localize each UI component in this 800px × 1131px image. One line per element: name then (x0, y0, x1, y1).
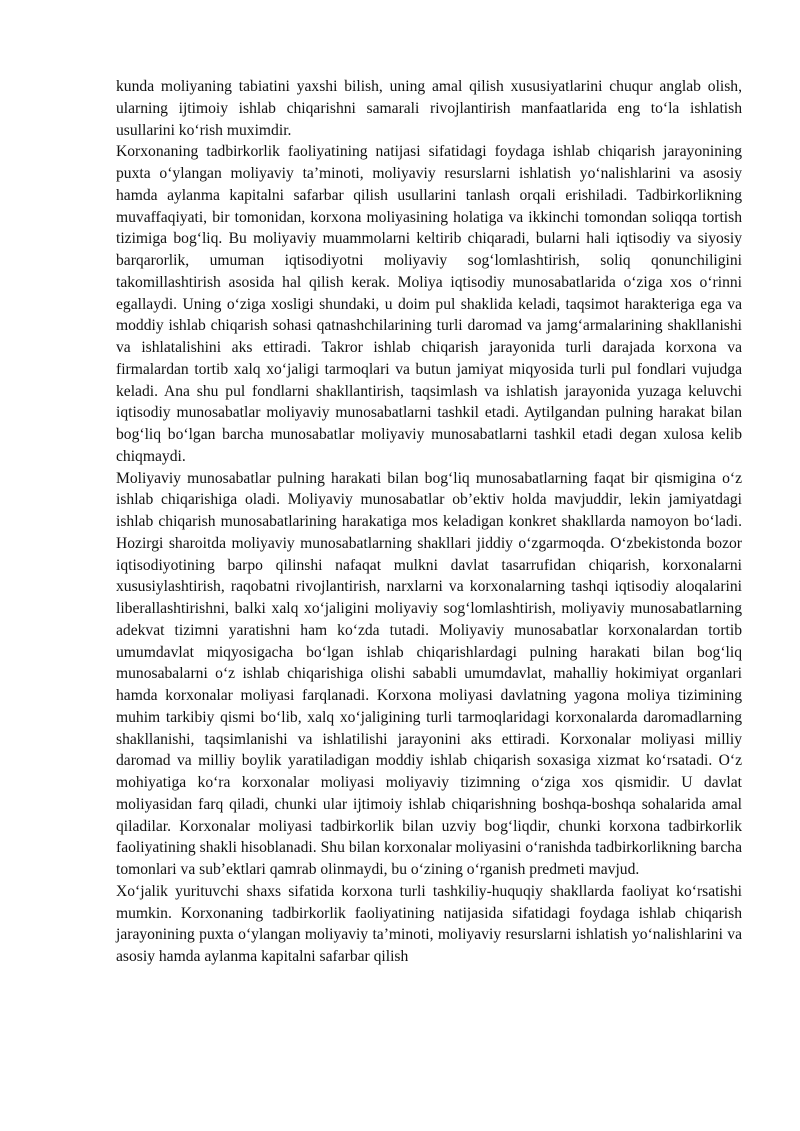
paragraph-3: Moliyaviy munosabatlar pulning harakati bilan bog‘liq munosabatlarning faqat bir qismigina o‘z ishlab chiqarishiga oladi. Moliyaviy munosabatlar ob’ektiv holda mavjuddir, lekin jamiyatdagi ishlab chiqarish munosabatlarining harakatiga mos keladigan konkret shakllarda namoyon bo‘ladi. Hozirgi sharoitda moliyaviy munosabatlarning shakllari jiddiy o‘zgarmoqda. O‘zbekistonda bozor iqtisodiyotining barpo qilinshi nafaqat mulkni davlat tasarrufidan chiqarish, korxonalarni xususiylashtirish, raqobatni rivojlantirish, narxlarni va korxonalarning tashqi iqtisodiy aloqalarini liberallashtirishni, balki xalq xo‘jaligini moliyaviy sog‘lomlashtirish, moliyaviy munosabatlarning adekvat tizimni yaratishni ham ko‘zda tutadi. Moliyaviy munosabatlar korxonalardan tortib umumdavlat miqyosigacha bo‘lgan ishlab chiqarishlardagi pulning harakati bilan bog‘liq munosabalarni o‘z ishlab chiqarishiga olishi sababli umumdavlat, mahalliy hokimiyat organlari hamda korxonalar moliyasi farqlanadi. Korxona moliyasi davlatning yagona moliya tizimining muhim tarkibiy qismi bo‘lib, xalq xo‘jaligining turli tarmoqlaridagi korxonalarda daromadlarning shakllanishi, taqsimlanishi va ishlatilishi jarayonini aks ettiradi. Korxonalar moliyasi milliy daromad va milliy boylik yaratiladigan moddiy ishlab chiqarish soxasiga xizmat ko‘rsatadi. O‘z mohiyatiga ko‘ra korxonalar moliyasi moliyaviy tizimning o‘ziga xos qismidir. U davlat moliyasidan farq qiladi, chunki ular ijtimoiy ishlab chiqarishning boshqa-boshqa sohalarida amal qiladilar. Korxonalar moliyasi tadbirkorlik bilan uzviy bog‘liqdir, chunki korxona tadbirkorlik faoliyatining shakli hisoblanadi. Shu bilan korxonalar moliyasini o‘ranishda tadbirkorlikning barcha tomonlari va sub’ektlari qamrab olinmaydi, bu o‘zining o‘rganish predmeti mavjud. (116, 469, 742, 878)
document-page (116, 76, 742, 968)
paragraph-1: kunda moliyaning tabiatini yaxshi bilish, uning amal qilish xususiyatlarini chuqur anglab olish, ularning ijtimoiy ishlab chiqarishni samarali rivojlantirish manfaatlarida eng to‘la ishlatish usullarini ko‘rish muximdir. (116, 78, 742, 139)
paragraph-2: Korxonaning tadbirkorlik faoliyatining natijasi sifatidagi foydaga ishlab chiqarish jarayonining puxta o‘ylangan moliyaviy ta’minoti, moliyaviy resurslarni ishlatish yo‘nalishlarini va asosiy hamda aylanma kapitalni safarbar qilish usullarini tanlash orqali erishiladi. Tadbirkorlikning muvaffaqiyati, bir tomonidan, korxona moliyasining holatiga va ikkinchi tomondan soliqqa tortish tizimiga bog‘liq. Bu moliyaviy muammolarni keltirib chiqaradi, bularni hali iqtisodiy va siyosiy barqarorlik, umuman iqtisodiyotni moliyaviy sog‘lomlashtirish, soliq qonunchiligini takomillashtirish asosida hal qilish kerak. Moliya iqtisodiy munosabatlarida o‘ziga xos o‘rinni egallaydi. Uning o‘ziga xosligi shundaki, u doim pul shaklida keladi, taqsimot harakteriga ega va moddiy ishlab chiqarish sohasi qatnashchilarining turli daromad va jamg‘armalarining shakllanishi va ishlatalishini aks ettiradi. Takror ishlab chiqarish jarayonida turli darajada korxona va firmalardan tortib xalq xo‘jaligi tarmoqlari va butun jamiyat miqyosida turli pul fondlari vujudga keladi. Ana shu pul fondlarni shakllantirish, taqsimlash va ishlatish jarayonida yuzaga keluvchi iqtisodiy munosabatlar moliyaviy munosabatlarni tashkil etadi. Aytilgandan pulning harakat bilan bog‘liq bo‘lgan barcha munosabatlar moliyaviy munosabatlarni tashkil etadi degan xulosa kelib chiqmaydi. (116, 143, 742, 465)
paragraph-4: Xo‘jalik yurituvchi shaxs sifatida korxona turli tashkiliy-huquqiy shakllarda faoliyat ko‘rsatishi mumkin. Korxonaning tadbirkorlik faoliyatining natijasida sifatidagi foydaga ishlab chiqarish jarayonining puxta o‘ylangan moliyaviy ta’minoti, moliyaviy resurslarni ishlatish yo‘nalishlarini va asosiy hamda aylanma kapitalni safarbar qilish (116, 882, 742, 965)
